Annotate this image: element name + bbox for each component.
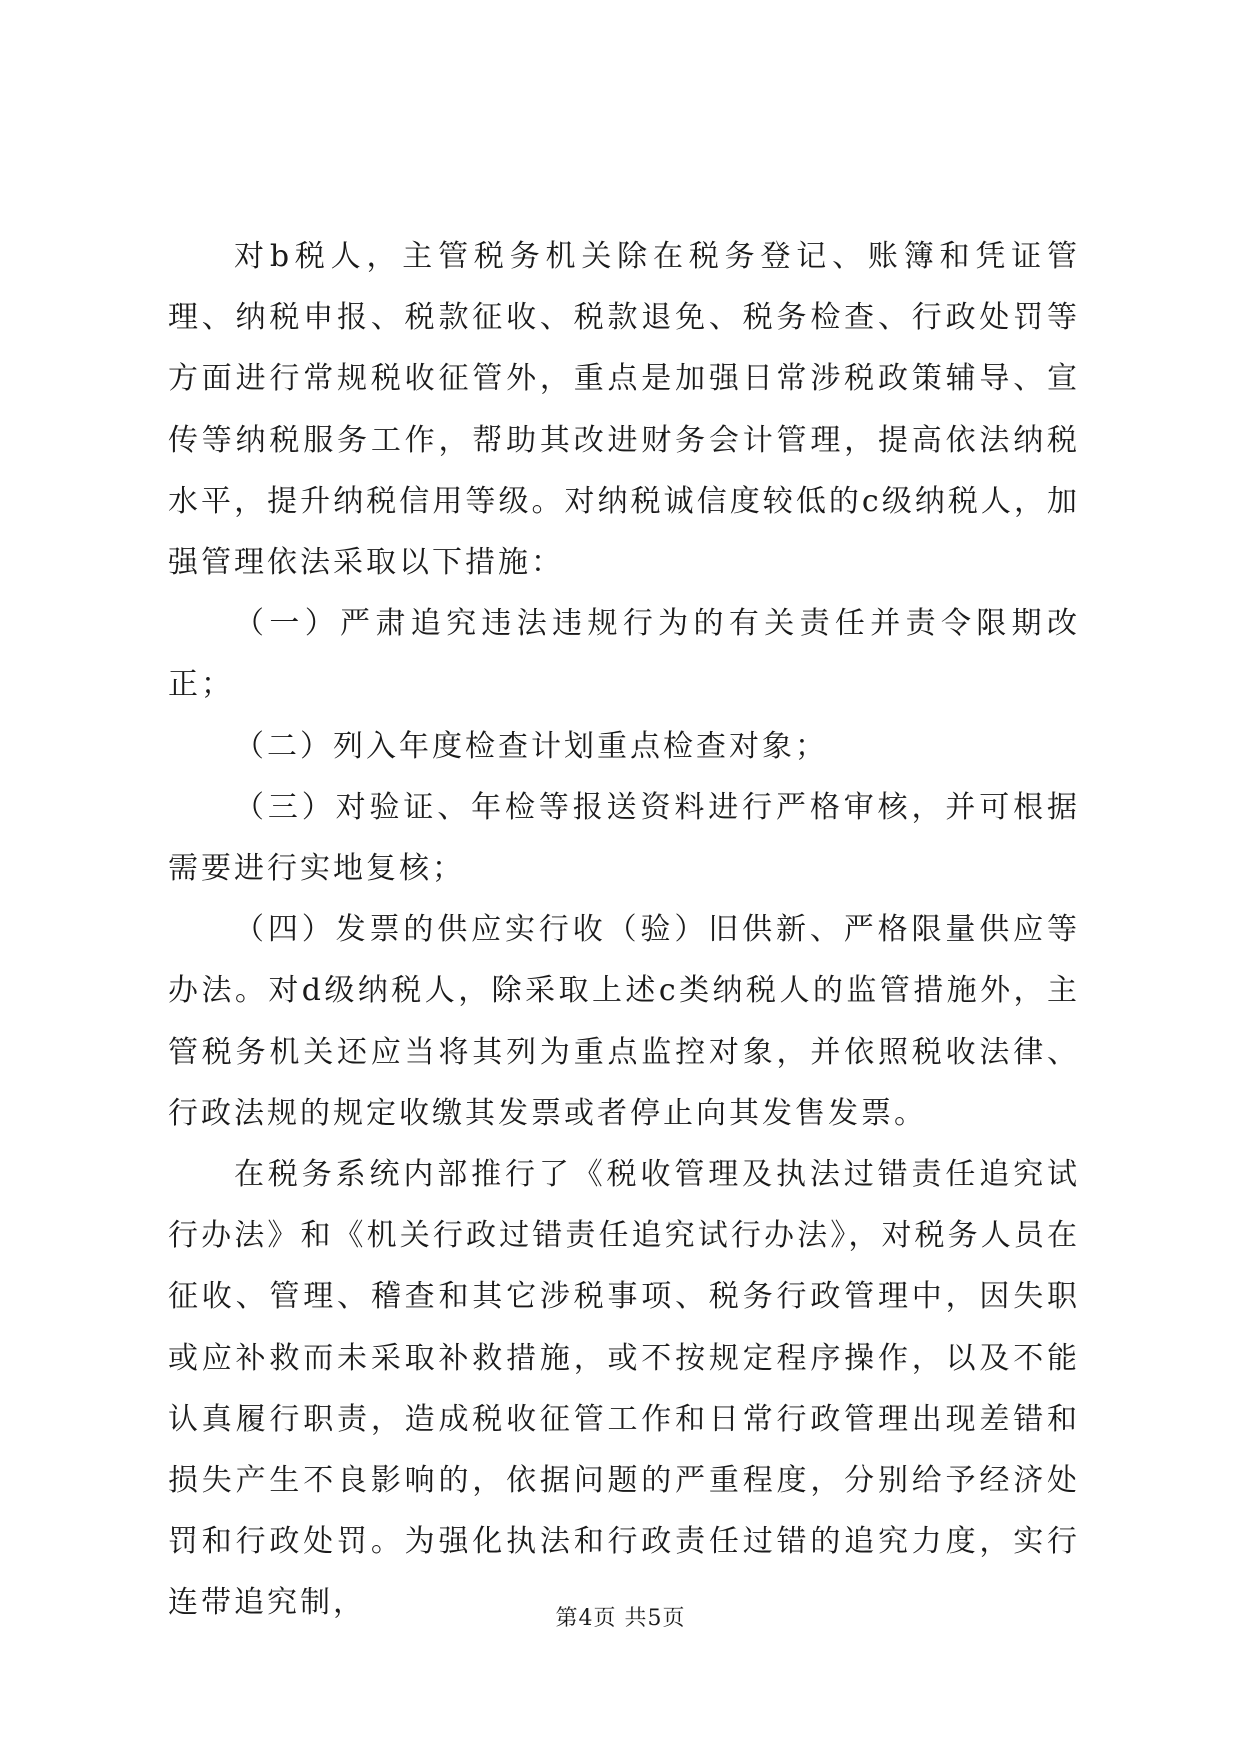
document-body [168, 226, 1080, 1634]
measure-item-4: （四）发票的供应实行收（验）旧供新、严格限量供应等办法。对d级纳税人，除采取上述c类纳税人的监管措施外，主管税务机关还应当将其列为重点监控对象，并依照税收法律、行政法规的规定收缴其发票或者停止向其发售发票。 [168, 912, 1080, 1131]
measure-item-3: （三）对验证、年检等报送资料进行严格审核，并可根据需要进行实地复核； [168, 789, 1080, 887]
measure-item-2: （二）列入年度检查计划重点检查对象； [234, 728, 828, 764]
page-number-footer: 第4页 共5页 [555, 1606, 686, 1631]
paragraph-b-level-taxpayers: 对b税人，主管税务机关除在税务登记、账簿和凭证管理、纳税申报、税款征收、税款退免、税务检查、行政处罚等方面进行常规税收征管外，重点是加强日常涉税政策辅导、宣传等纳税服务工作，帮助其改进财务会计管理，提高依法纳税水平，提升纳税信用等级。对纳税诚信度较低的c级纳税人，加强管理依法采取以下措施： [168, 239, 1080, 581]
paragraph-accountability: 在税务系统内部推行了《税收管理及执法过错责任追究试行办法》和《机关行政过错责任追究试行办法》，对税务人员在征收、管理、稽查和其它涉税事项、税务行政管理中，因失职或应补救而未采取补救措施，或不按规定程序操作，以及不能认真履行职责，造成税收征管工作和日常行政管理出现差错和损失产生不良影响的，依据问题的严重程度，分别给予经济处罚和行政处罚。为强化执法和行政责任过错的追究力度，实行连带追究制， [168, 1157, 1080, 1621]
measure-item-1: （一）严肃追究违法违规行为的有关责任并责令限期改正； [168, 606, 1080, 703]
